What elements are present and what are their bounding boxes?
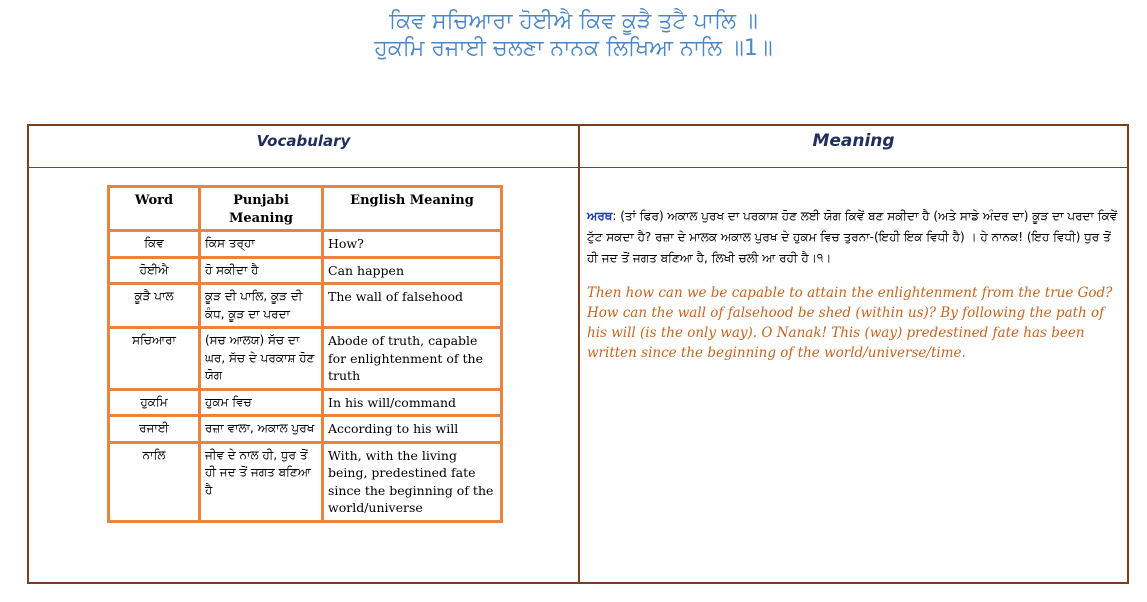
- english-meaning-cell: According to his will: [323, 416, 502, 443]
- english-meaning-cell: The wall of falsehood: [323, 284, 502, 328]
- table-row: [109, 284, 502, 328]
- meaning-panel: [587, 206, 1122, 363]
- english-meaning-cell: Can happen: [323, 257, 502, 284]
- word-cell: ਨਾਲਿ: [109, 442, 200, 521]
- punjabi-meaning-cell: ਜੀਵ ਦੇ ਨਾਲ ਹੀ, ਧੁਰ ਤੋਂ ਹੀ ਜਦ ਤੋਂ ਜਗਤ ਬਣਿਆ ਹੈ: [200, 442, 323, 521]
- table-row: [109, 257, 502, 284]
- punjabi-meaning-cell: ਰਜ਼ਾ ਵਾਲਾ, ਅਕਾਲ ਪੁਰਖ: [200, 416, 323, 443]
- col-header-word: Word: [109, 187, 200, 231]
- punjabi-meaning-cell: ਹੋ ਸਕੀਦਾ ਹੈ: [200, 257, 323, 284]
- col-header-english: English Meaning: [323, 187, 502, 231]
- meaning-heading: Meaning: [812, 131, 895, 151]
- word-cell: ਹੁਕਮਿ: [109, 389, 200, 416]
- english-meaning-cell: How?: [323, 231, 502, 258]
- arth-text: : (ਤਾਂ ਫਿਰ) ਅਕਾਲ ਪੁਰਖ ਦਾ ਪਰਕਾਸ਼ ਹੋਣ ਲਈ ਯੋਗ ਕਿਵੇਂ ਬਣ ਸਕੀਦਾ ਹੈ (ਅਤੇ ਸਾਡੇ ਅੰਦਰ ਦਾ) ਕੂੜ ਦਾ ਪਰਦਾ ਕਿਵੇਂ ਟੁੱਟ ਸਕਦਾ ਹੈ? ਰਜ਼ਾ ਦੇ ਮਾਲਕ ਅਕਾਲ ਪੁਰਖ ਦੇ ਹੁਕਮ ਵਿਚ ਤੁਰਨਾ-(ਇਹੀ ਇਕ ਵਿਧੀ ਹੈ) । ਹੇ ਨਾਨਕ! (ਇਹ ਵਿਧੀ) ਧੁਰ ਤੋਂ ਹੀ ਜਦ ਤੋਂ ਜਗਤ ਬਣਿਆ ਹੈ, ਲਿਖੀ ਚਲੀ ਆ ਰਹੀ ਹੈ।੧।: [587, 209, 1118, 265]
- english-meaning-cell: Abode of truth, capable for enlightenment of the truth: [323, 328, 502, 390]
- english-meaning-paragraph: Then how can we be capable to attain the enlightenment from the true God? How can the wall of falsehood be shed (within us)? By following the path of his will (is the only way). O Nanak! This (way) predestined fate has been written since the beginning of the world/universe/time.: [587, 285, 1113, 361]
- header-divider: [29, 167, 1127, 168]
- header-line-1: ਕਿਵ ਸਚਿਆਰਾ ਹੋਈਐ ਕਿਵ ਕੂੜੈ ਤੁਟੈ ਪਾਲਿ ॥: [389, 9, 758, 34]
- punjabi-meaning-cell: ਕੂੜ ਦੀ ਪਾਲਿ, ਕੂੜ ਦੀ ਕੰਧ, ਕੂੜ ਦਾ ਪਰਦਾ: [200, 284, 323, 328]
- punjabi-meaning-paragraph: [587, 206, 1122, 269]
- punjabi-meaning-cell: ਹੁਕਮ ਵਿਚ: [200, 389, 323, 416]
- col-header-punjabi: Punjabi Meaning: [200, 187, 323, 231]
- vocabulary-heading: Vocabulary: [256, 132, 351, 150]
- table-row: [109, 442, 502, 521]
- content-frame: [27, 124, 1129, 584]
- arth-label: ਅਰਥ: [587, 209, 613, 223]
- word-cell: ਸਚਿਆਰਾ: [109, 328, 200, 390]
- vocabulary-table: [107, 185, 503, 523]
- word-cell: ਰਜਾਈ: [109, 416, 200, 443]
- shabad-header: [0, 8, 1147, 62]
- table-row: [109, 328, 502, 390]
- english-meaning-cell: With, with the living being, predestined fate since the beginning of the world/universe: [323, 442, 502, 521]
- word-cell: ਕਿਵ: [109, 231, 200, 258]
- punjabi-meaning-cell: ਕਿਸ ਤਰ੍ਹਾ: [200, 231, 323, 258]
- punjabi-meaning-cell: (ਸਚ ਆਲਯ) ਸੱਚ ਦਾ ਘਰ, ਸੱਚ ਦੇ ਪਰਕਾਸ਼ ਹੋਣ ਯੋਗ: [200, 328, 323, 390]
- column-divider: [578, 126, 580, 582]
- header-line-2: ਹੁਕਮਿ ਰਜਾਈ ਚਲਣਾ ਨਾਨਕ ਲਿਖਿਆ ਨਾਲਿ ॥1॥: [374, 36, 773, 61]
- table-row: [109, 416, 502, 443]
- table-row: [109, 389, 502, 416]
- table-row: [109, 231, 502, 258]
- table-header-row: [109, 187, 502, 231]
- word-cell: ਕੂੜੈ ਪਾਲ: [109, 284, 200, 328]
- english-meaning-cell: In his will/command: [323, 389, 502, 416]
- word-cell: ਹੋਈਐ: [109, 257, 200, 284]
